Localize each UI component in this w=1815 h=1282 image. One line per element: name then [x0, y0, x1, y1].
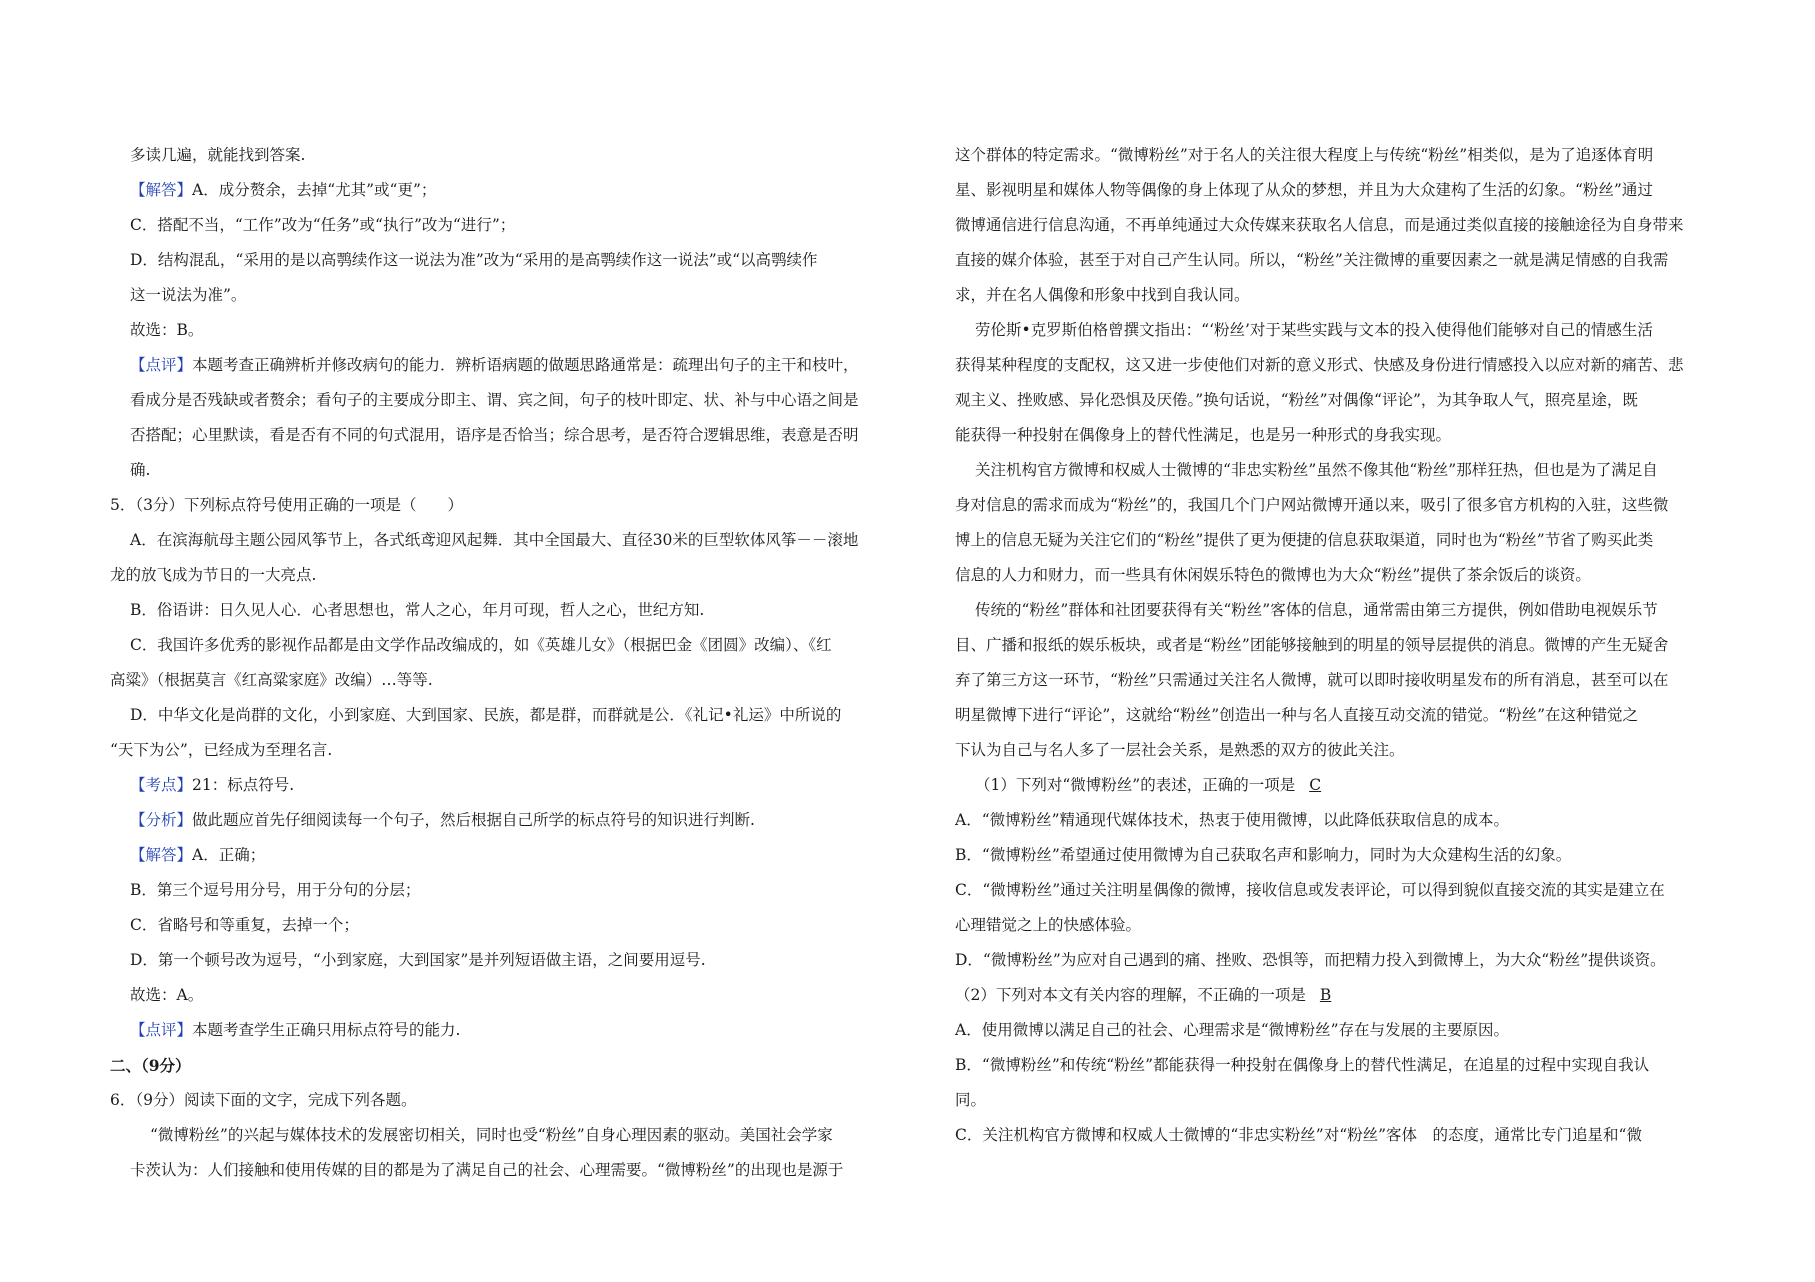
line-text: D．第一个顿号改为逗号，“小到家庭，大到国家”是并列短语做主语，之间要用逗号.: [130, 951, 706, 969]
text-line: [955, 593, 1713, 628]
text-line: [110, 593, 910, 628]
section-tag: 【点评】: [130, 356, 193, 374]
answer-blank: B: [1319, 986, 1332, 1004]
text-line: [110, 418, 910, 453]
line-text: A．正确；: [192, 846, 266, 864]
line-text: 否搭配；心里默读，看是否有不同的句式混用，语序是否恰当；综合思考，是否符合逻辑思维，表意是否明: [130, 426, 859, 444]
line-text: 求，并在名人偶像和形象中找到自我认同。: [955, 286, 1250, 304]
text-line: [955, 1048, 1713, 1083]
text-line: [110, 523, 910, 558]
line-text: B．第三个逗号用分号，用于分句的分层；: [130, 881, 421, 899]
text-line: [955, 418, 1713, 453]
line-text: 同。: [955, 1091, 987, 1109]
line-text: 能获得一种投射在偶像身上的替代性满足，也是另一种形式的身我实现。: [955, 426, 1452, 444]
text-line: [110, 383, 910, 418]
section-tag: 【点评】: [130, 1021, 193, 1039]
text-line: [110, 943, 910, 978]
text-line: [110, 908, 910, 943]
line-text: 直接的媒介体验，甚至于对自己产生认同。所以，“粉丝”关注微博的重要因素之一就是满足情感的自我需: [955, 251, 1669, 269]
line-text: “微博粉丝”的兴起与媒体技术的发展密切相关，同时也受“粉丝”自身心理因素的驱动。美国社会学家: [150, 1126, 833, 1144]
text-line: [955, 278, 1713, 313]
text-line: [110, 278, 910, 313]
text-line: [955, 173, 1713, 208]
line-text: 这个群体的特定需求。“微博粉丝”对于名人的关注很大程度上与传统“粉丝”相类似，是为了追逐体育明: [955, 146, 1654, 164]
text-line: [955, 1083, 1713, 1118]
text-line: [955, 1118, 1713, 1153]
line-text: 多读几遍，就能找到答案.: [130, 146, 306, 164]
line-text: A．使用微博以满足自己的社会、心理需求是“微博粉丝”存在与发展的主要原因。: [955, 1021, 1510, 1039]
text-line: [955, 138, 1713, 173]
line-text: 观主义、挫败感、异化恐惧及厌倦。”换句话说，“粉丝”对偶像“评论”，为其争取人气，照亮星途，既: [955, 391, 1638, 409]
text-line: [955, 243, 1713, 278]
line-text: 卡茨认为：人们接触和使用传媒的目的都是为了满足自己的社会、心理需要。“微博粉丝”的出现也是源于: [130, 1161, 844, 1179]
text-line: [110, 978, 910, 1013]
text-line: [110, 1048, 910, 1083]
line-text: 身对信息的需求而成为“粉丝”的，我国几个门户网站微博开通以来，吸引了很多官方机构的入驻，这些微: [955, 496, 1669, 514]
line-text: B．俗语讲：日久见人心．心者思想也，常人之心，年月可现，哲人之心，世纪方知.: [130, 601, 705, 619]
text-line: [110, 488, 910, 523]
answer-blank: C: [1309, 776, 1322, 794]
line-text: 关注机构官方微博和权威人士微博的“非忠实粉丝”虽然不像其他“粉丝”那样狂热，但也是为了满足自: [975, 461, 1658, 479]
line-text: C．我国许多优秀的影视作品都是由文学作品改编成的，如《英雄儿女》（根据巴金《团圆》改编）、《红: [130, 636, 832, 654]
line-text: B．“微博粉丝”和传统“粉丝”都能获得一种投射在偶像身上的替代性满足，在追星的过程中实现自我认: [955, 1056, 1650, 1074]
text-line: [955, 383, 1713, 418]
text-line: [110, 208, 910, 243]
text-line: [110, 173, 910, 208]
line-text: 故选：B。: [130, 321, 204, 339]
line-text: 博上的信息无疑为关注它们的“粉丝”提供了更为便捷的信息获取渠道，同时也为“粉丝”节省了购买此类: [955, 531, 1654, 549]
text-line: [110, 838, 910, 873]
text-line: [955, 1013, 1713, 1048]
line-text: C．搭配不当，“工作”改为“任务”或“执行”改为“进行”；: [130, 216, 516, 234]
line-text: 这一说法为准”。: [130, 286, 247, 304]
line-text: 微博通信进行信息沟通，不再单纯通过大众传媒来获取名人信息，而是通过类似直接的接触途径为自身带来: [955, 216, 1684, 234]
line-text: D．中华文化是尚群的文化，小到家庭、大到国家、民族，都是群，而群就是公．《礼记•礼运》中所说的: [130, 706, 842, 724]
line-text: 看成分是否残缺或者赘余；看句子的主要成分即主、谓、宾之间，句子的枝叶即定、状、补与中心语之间是: [130, 391, 859, 409]
text-line: [955, 943, 1713, 978]
line-text: 劳伦斯•克罗斯伯格曾撰文指出：“‘粉丝’对于某些实践与文本的投入使得他们能够对自己的情感生活: [975, 321, 1653, 339]
line-text: 本题考查学生正确只用标点符号的能力.: [192, 1021, 461, 1039]
text-line: [110, 803, 910, 838]
section-tag: 【考点】: [130, 776, 193, 794]
text-line: [955, 208, 1713, 243]
text-line: [110, 243, 910, 278]
line-text: 明星微博下进行“评论”，这就给“粉丝”创造出一种与名人直接互动交流的错觉。“粉丝”在这种错觉之: [955, 706, 1639, 724]
text-line: [955, 488, 1713, 523]
text-line: [955, 733, 1713, 768]
left-column: [110, 138, 910, 1188]
text-line: [110, 558, 910, 593]
line-text: 确.: [130, 461, 151, 479]
text-line: [110, 1118, 910, 1153]
text-line: [110, 348, 910, 383]
line-text: 5．（3分）下列标点符号使用正确的一项是（ ）: [110, 496, 463, 514]
line-text: 信息的人力和财力，而一些具有休闲娱乐特色的微博也为大众“粉丝”提供了茶余饭后的谈资。: [955, 566, 1591, 584]
text-line: [955, 768, 1713, 803]
line-text: 目、广播和报纸的娱乐板块，或者是“粉丝”团能够接触到的明星的领导层提供的消息。微博的产生无疑舍: [955, 636, 1669, 654]
line-text: 传统的“粉丝”群体和社团要获得有关“粉丝”客体的信息，通常需由第三方提供，例如借助电视娱乐节: [975, 601, 1658, 619]
line-text: 弃了第三方这一环节，“粉丝”只需通过关注名人微博，就可以即时接收明星发布的所有消息，甚至可以在: [955, 671, 1669, 689]
line-text: A．成分赘余，去掉“尤其”或“更”；: [192, 181, 437, 199]
text-line: [110, 628, 910, 663]
line-text: 龙的放飞成为节日的一大亮点.: [110, 566, 317, 584]
text-line: [110, 873, 910, 908]
text-line: [110, 733, 910, 768]
line-text: A．“微博粉丝”精通现代媒体技术，热衷于使用微博，以此降低获取信息的成本。: [955, 811, 1510, 829]
text-line: [110, 1153, 910, 1188]
line-text: 获得某种程度的支配权，这又进一步使他们对新的意义形式、快感及身份进行情感投入以应对新的痛苦、悲: [955, 356, 1684, 374]
line-text: C．关注机构官方微博和权威人士微博的“非忠实粉丝”对“粉丝”客体 的态度，通常比专门追星和“微: [955, 1126, 1642, 1144]
line-text: 6．（9分）阅读下面的文字，完成下列各题。: [110, 1091, 417, 1109]
text-line: [110, 663, 910, 698]
text-line: [110, 313, 910, 348]
line-text: 下认为自己与名人多了一层社会关系，是熟悉的双方的彼此关注。: [955, 741, 1405, 759]
line-text: （1）下列对“微博粉丝”的表述，正确的一项是: [975, 776, 1296, 794]
section-tag: 【解答】: [130, 846, 193, 864]
text-line: [955, 523, 1713, 558]
section-tag: 【分析】: [130, 811, 193, 829]
line-text: 做此题应首先仔细阅读每一个句子，然后根据自己所学的标点符号的知识进行判断.: [192, 811, 755, 829]
text-line: [955, 453, 1713, 488]
text-line: [110, 698, 910, 733]
text-line: [955, 978, 1713, 1013]
line-text: A．在滨海航母主题公园风筝节上，各式纸鸢迎风起舞．其中全国最大、直径30米的巨型软体风筝－－滚地: [130, 531, 859, 549]
line-text: D．“微博粉丝”为应对自己遇到的痛、挫败、恐惧等，而把精力投入到微博上，为大众“粉丝”提供谈资。: [955, 951, 1666, 969]
line-text: C．省略号和等重复，去掉一个；: [130, 916, 359, 934]
section-tag: 【解答】: [130, 181, 193, 199]
line-text: 星、影视明星和媒体人物等偶像的身上体现了从众的梦想，并且为大众建构了生活的幻象。“粉丝”通过: [955, 181, 1653, 199]
text-line: [955, 628, 1713, 663]
text-line: [110, 453, 910, 488]
line-text: 高粱》（根据莫言《红高粱家庭》改编）…等等.: [110, 671, 433, 689]
line-text: “天下为公”，已经成为至理名言.: [110, 741, 333, 759]
line-text: B．“微博粉丝”希望通过使用微博为自己获取名声和影响力，同时为大众建构生活的幻象。: [955, 846, 1572, 864]
right-column: [955, 138, 1713, 1153]
text-line: [955, 908, 1713, 943]
line-text: 二、（9分）: [110, 1056, 191, 1075]
line-text: D．结构混乱，“采用的是以高鹗续作这一说法为准”改为“采用的是高鹗续作这一说法”或“以高鹗续作: [130, 251, 818, 269]
text-line: [110, 1013, 910, 1048]
text-line: [955, 663, 1713, 698]
line-text: 本题考查正确辨析并修改病句的能力．辨析语病题的做题思路通常是：疏理出句子的主干和枝叶，: [192, 356, 859, 374]
text-line: [955, 558, 1713, 593]
text-line: [955, 838, 1713, 873]
line-text: C．“微博粉丝”通过关注明星偶像的微博，接收信息或发表评论，可以得到貌似直接交流的其实是建立在: [955, 881, 1665, 899]
text-line: [955, 313, 1713, 348]
line-text: 21：标点符号.: [192, 776, 295, 794]
line-text: 心理错觉之上的快感体验。: [955, 916, 1142, 934]
text-line: [955, 698, 1713, 733]
text-line: [955, 803, 1713, 838]
text-line: [955, 348, 1713, 383]
text-line: [110, 138, 910, 173]
line-text: 故选：A。: [130, 986, 204, 1004]
line-text: （2）下列对本文有关内容的理解，不正确的一项是: [955, 986, 1306, 1004]
text-line: [955, 873, 1713, 908]
text-line: [110, 768, 910, 803]
text-line: [110, 1083, 910, 1118]
